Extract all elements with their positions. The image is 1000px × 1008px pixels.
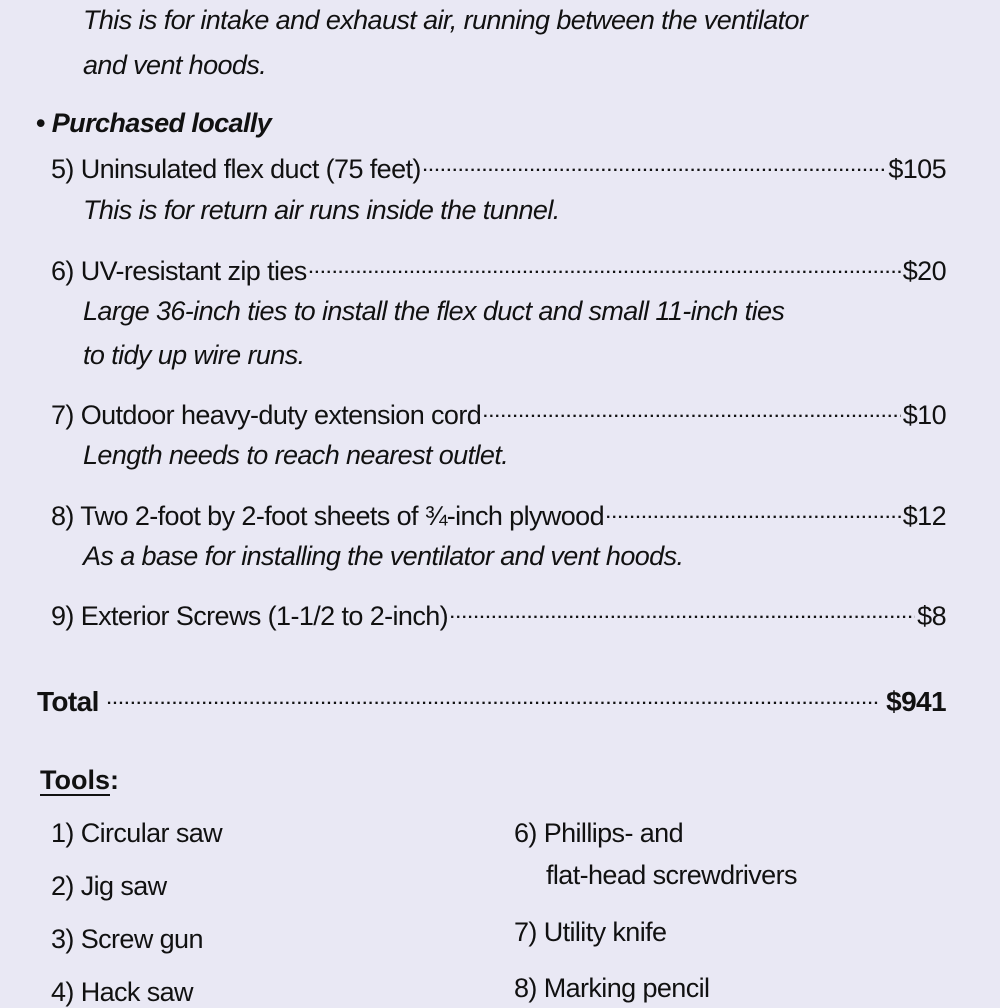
- tool-item: 2) Jig saw: [51, 871, 167, 901]
- dot-leader: [606, 498, 901, 525]
- item-price: $8: [917, 601, 946, 631]
- item-note: Length needs to reach nearest outlet.: [83, 440, 509, 470]
- dot-leader: [309, 253, 901, 280]
- item-price: $20: [902, 256, 946, 286]
- list-item: [51, 397, 946, 431]
- item-label: 8) Two 2-foot by 2-foot sheets of ¾-inch plywood: [51, 501, 605, 531]
- item-note: to tidy up wire runs.: [83, 340, 305, 370]
- tools-title: Tools: [40, 765, 110, 795]
- item-note: Large 36-inch ties to install the flex duct and small 11-inch ties: [83, 296, 785, 326]
- bullet-icon: •: [36, 108, 45, 138]
- tool-item-continuation: flat-head screwdrivers: [546, 860, 797, 890]
- item-label: 6) UV-resistant zip ties: [51, 256, 307, 286]
- tool-item: 4) Hack saw: [51, 977, 193, 1007]
- list-item: [51, 498, 946, 532]
- item-price: $12: [902, 501, 946, 531]
- tools-colon: :: [110, 765, 119, 795]
- total-price: $941: [886, 686, 946, 717]
- dot-leader: [483, 397, 901, 424]
- item-note: This is for return air runs inside the tunnel.: [83, 195, 560, 225]
- total-row: [37, 684, 946, 718]
- section-heading: [36, 108, 271, 139]
- intro-note-line-1: This is for intake and exhaust air, running between the ventilator: [83, 5, 808, 35]
- item-label: 7) Outdoor heavy-duty extension cord: [51, 400, 482, 430]
- dot-leader: [450, 598, 915, 625]
- tool-item: 8) Marking pencil: [514, 973, 710, 1003]
- item-label: 5) Uninsulated flex duct (75 feet): [51, 154, 421, 184]
- list-item: [51, 253, 946, 287]
- list-item: [51, 151, 946, 185]
- item-price: $10: [902, 400, 946, 430]
- list-item: [51, 598, 946, 632]
- tool-item: 6) Phillips- and: [514, 818, 683, 848]
- item-note: As a base for installing the ventilator and vent hoods.: [83, 541, 684, 571]
- total-label: Total: [37, 686, 99, 717]
- dot-leader: [423, 151, 887, 178]
- intro-note-line-2: and vent hoods.: [83, 50, 267, 80]
- tools-heading: [40, 765, 119, 796]
- section-title: Purchased locally: [51, 108, 272, 138]
- dot-leader: [107, 684, 878, 711]
- item-label: 9) Exterior Screws (1-1/2 to 2-inch): [51, 601, 449, 631]
- item-price: $105: [888, 154, 946, 184]
- tool-item: 7) Utility knife: [514, 917, 667, 947]
- tool-item: 1) Circular saw: [51, 818, 223, 848]
- tool-item: 3) Screw gun: [51, 924, 203, 954]
